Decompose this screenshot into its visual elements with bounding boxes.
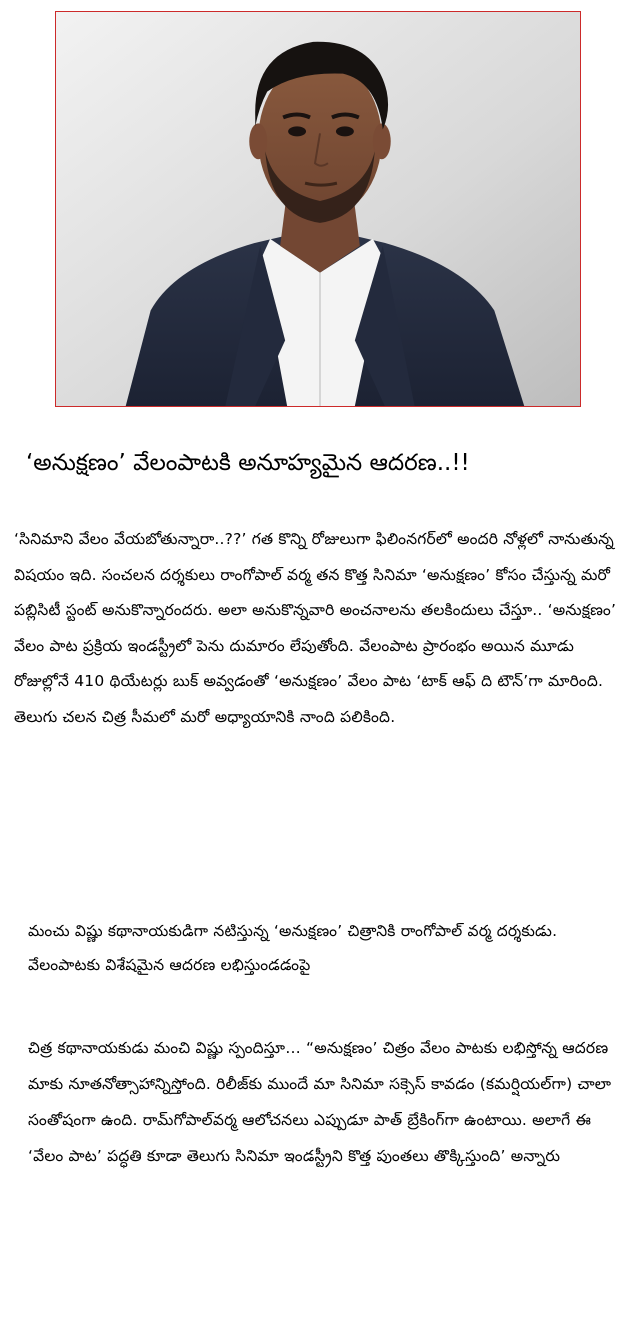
paragraph-text: చిత్ర కథానాయకుడు మంచి విష్ణు స్పందిస్తూ… “అనుక్షణం’ చిత్రం వేలం పాటకు లభిస్తోన్న ఆదరణ మాకు నూతనోత్సాహాన్నిస్తోంది. రిలీజ్‌కు ముందే మా సినిమా సక్సెస్ కావడం (కమర్షియల్‌గా) చాలా సంతోషంగా ఉంది. రామ్‌గోపాల్‌వర్మ ఆలోచనలు ఎప్పుడూ పాత్ బ్రేకింగ్‌గా ఉంటాయి. అలాగే ఈ ‘వేలం పాట’ పద్ధతి కూడా తెలుగు సినిమా ఇండస్ట్రీని కొత్త పుంతలు తొక్కిస్తుంది’ అన్నారు bbox=[28, 1039, 612, 1165]
article-paragraph-3 bbox=[28, 1030, 618, 1174]
article-headline: ‘అనుక్షణం’ వేలంపాటకి అనూహ్యమైన ఆదరణ..!! bbox=[26, 450, 470, 476]
portrait-image bbox=[56, 12, 580, 406]
article-paragraph-1 bbox=[14, 522, 618, 735]
article-paragraph-2 bbox=[28, 914, 618, 982]
paragraph-text: ‘సినిమాని వేలం వేయబోతున్నారా..??’ గత కొన్ని రోజులుగా ఫిలింనగర్‌లో అందరి నోళ్లలో నానుతున్న విషయం ఇది. సంచలన దర్శకులు రాంగోపాల్ వర్మ తన కొత్త సినిమా ‘అనుక్షణం’ కోసం చేస్తున్న మరో పబ్లిసిటీ స్టంట్ అనుకొన్నారందరు. అలా అనుకొన్నవారి అంచనాలను తలకిందులు చేస్తూ.. ‘అనుక్షణం’ వేలం పాట ప్రక్రియ ఇండస్ట్రీలో పెను దుమారం లేపుతోంది. వేలంపాట ప్రారంభం అయిన మూడు రోజుల్లోనే 410 థియేటర్లు బుక్ అవ్వడంతో ‘అనుక్షణం’ వేలం పాట ‘టాక్ ఆఫ్ ది టౌన్’గా మారింది. తెలుగు చలన చిత్ర సీమలో మరో అధ్యాయానికి నాంది పలికింది. bbox=[14, 530, 617, 726]
paragraph-text: మంచు విష్ణు కథానాయకుడిగా నటిస్తున్న ‘అనుక్షణం’ చిత్రానికి రాంగోపాల్ వర్మ దర్శకుడు. వేలంపాటకు విశేషమైన ఆదరణ లభిస్తుండడంపై bbox=[28, 922, 558, 974]
article-photo bbox=[55, 11, 581, 407]
